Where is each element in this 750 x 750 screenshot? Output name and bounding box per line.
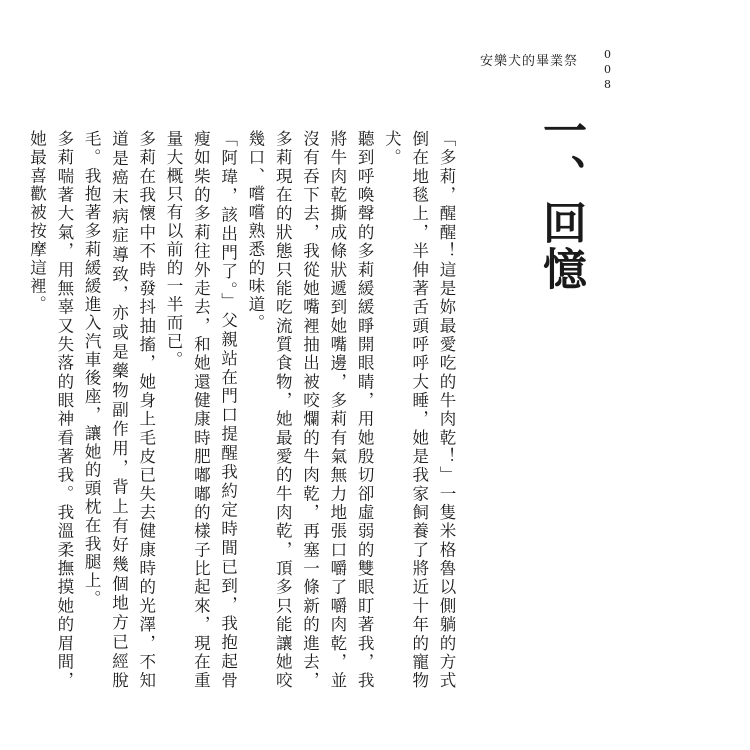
chapter-title: 一、回憶: [535, 108, 586, 292]
running-head-book-title: 安樂犬的畢業祭: [480, 54, 579, 69]
paragraph: 「阿瑋，該出門了。」父親站在門口提醒我約定時間已到，我抱起骨瘦如柴的多莉往外走去，和她還健康時肥嘟嘟的樣子比起來，現在重量大概只有以前的一半而已。: [164, 130, 238, 690]
paragraph: 多莉在我懷中不時發抖抽搐，她身上毛皮已失去健康時的光澤，不知道是癌末病症導致，亦或是藥物副作用，背上有好幾個地方已經脫毛。我抱著多莉緩緩進入汽車後座，讓她的頭枕在我腿上。: [82, 130, 156, 690]
paragraph: 「多莉，醒醒！這是妳最愛吃的牛肉乾！」一隻米格魯以側躺的方式倒在地毯上，半伸著舌頭呼呼大睡，她是我家飼養了將近十年的寵物犬。: [382, 130, 456, 690]
page-number: 008: [601, 48, 614, 93]
paragraph: 聽到呼喚聲的多莉緩緩睜開眼睛，用她殷切卻虛弱的雙眼盯著我，我將牛肉乾撕成條狀遞到她嘴邊，多莉有氣無力地張口嚼了嚼肉乾，並沒有吞下去，我從她嘴裡抽出被咬爛的牛肉乾，再塞一條新的進去，多莉現在的狀態只能吃流質食物，她最愛的牛肉乾，頂多只能讓她咬幾口、嚐嚐熟悉的味道。: [245, 130, 375, 690]
body-text: [27, 130, 460, 690]
paragraph: 多莉喘著大氣，用無辜又失落的眼神看著我。我溫柔撫摸她的眉間，她最喜歡被按摩這裡。: [27, 130, 74, 690]
